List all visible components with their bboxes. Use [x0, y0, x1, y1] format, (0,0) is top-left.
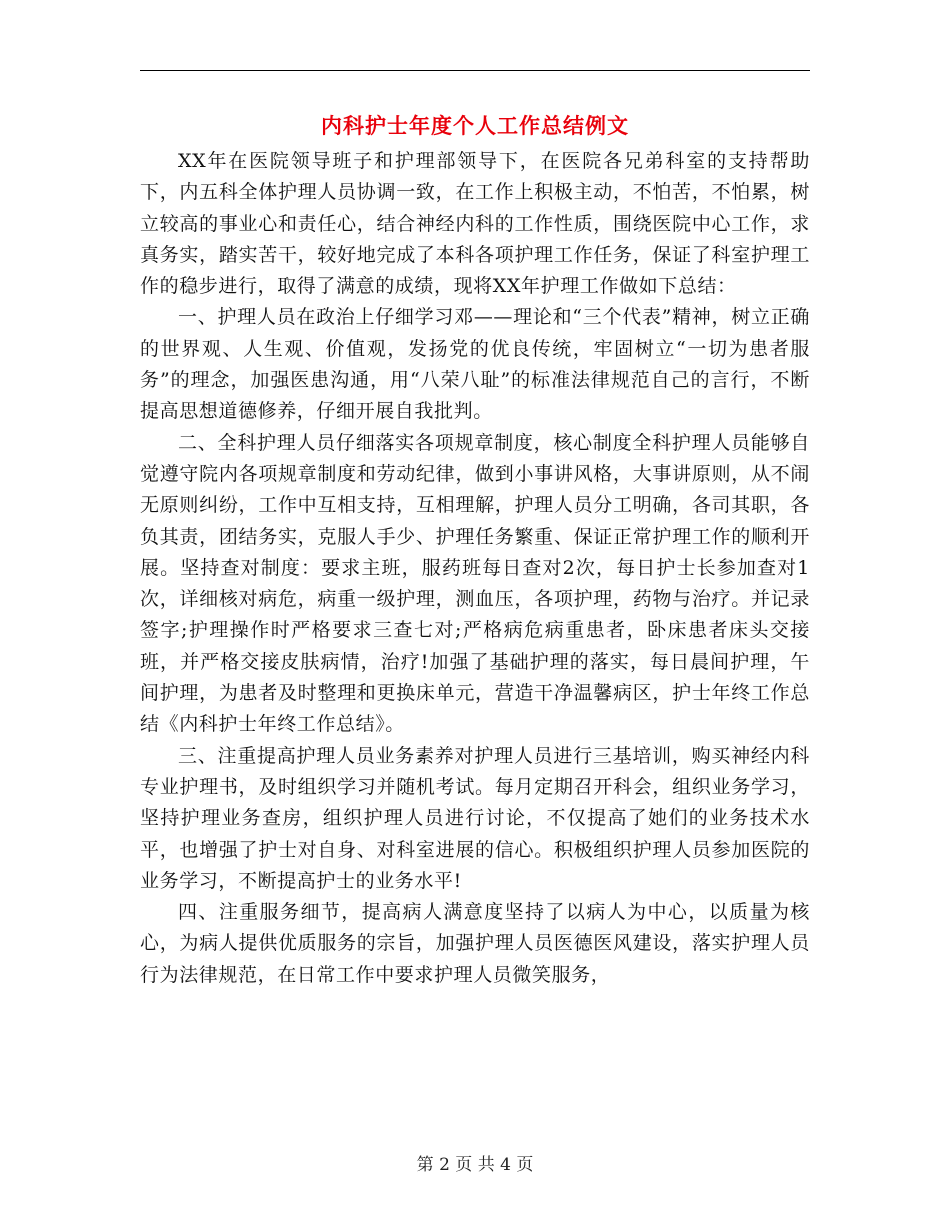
document-body — [140, 146, 810, 991]
paragraph-section-2: 二、全科护理人员仔细落实各项规章制度，核心制度全科护理人员能够自觉遵守院内各项规章制度和劳动纪律，做到小事讲风格，大事讲原则，从不闹无原则纠纷，工作中互相支持，互相理解，护理人员分工明确，各司其职，各负其责，团结务实，克服人手少、护理任务繁重、保证正常护理工作的顺利开展。坚持查对制度：要求主班，服药班每日查对2次，每日护士长参加查对1次，详细核对病危，病重一级护理，测血压，各项护理，药物与治疗。并记录签字;护理操作时严格要求三查七对;严格病危病重患者，卧床患者床头交接班，并严格交接皮肤病情，治疗!加强了基础护理的落实，每日晨间护理，午间护理，为患者及时整理和更换床单元，营造干净温馨病区，护士年终工作总结《内科护士年终工作总结》。 — [140, 431, 810, 736]
header-rule — [140, 70, 810, 71]
page-number-footer: 第 2 页 共 4 页 — [416, 1155, 534, 1175]
paragraph-section-4: 四、注重服务细节，提高病人满意度坚持了以病人为中心，以质量为核心，为病人提供优质服务的宗旨，加强护理人员医德医风建设，落实护理人员行为法律规范，在日常工作中要求护理人员微笑服务， — [140, 901, 810, 986]
paragraph-intro: XX年在医院领导班子和护理部领导下，在医院各兄弟科室的支持帮助下，内五科全体护理人员协调一致，在工作上积极主动，不怕苦，不怕累，树立较高的事业心和责任心，结合神经内科的工作性质，围绕医院中心工作，求真务实，踏实苦干，较好地完成了本科各项护理工作任务，保证了科室护理工作的稳步进行，取得了满意的成绩，现将XX年护理工作做如下总结： — [140, 150, 810, 298]
paragraph-section-1: 一、护理人员在政治上仔细学习邓——理论和“三个代表”精神，树立正确的世界观、人生观、价值观，发扬党的优良传统，牢固树立“一切为患者服务”的理念，加强医患沟通，用“八荣八耻”的标准法律规范自己的言行，不断提高思想道德修养，仔细开展自我批判。 — [140, 306, 810, 423]
paragraph-section-3: 三、注重提高护理人员业务素养对护理人员进行三基培训，购买神经内科专业护理书，及时组织学习并随机考试。每月定期召开科会，组织业务学习，坚持护理业务查房，组织护理人员进行讨论，不仅提高了她们的业务技术水平，也增强了护士对自身、对科室进展的信心。积极组织护理人员参加医院的业务学习，不断提高护士的业务水平! — [140, 744, 810, 892]
document-title: 内科护士年度个人工作总结例文 — [321, 113, 629, 138]
